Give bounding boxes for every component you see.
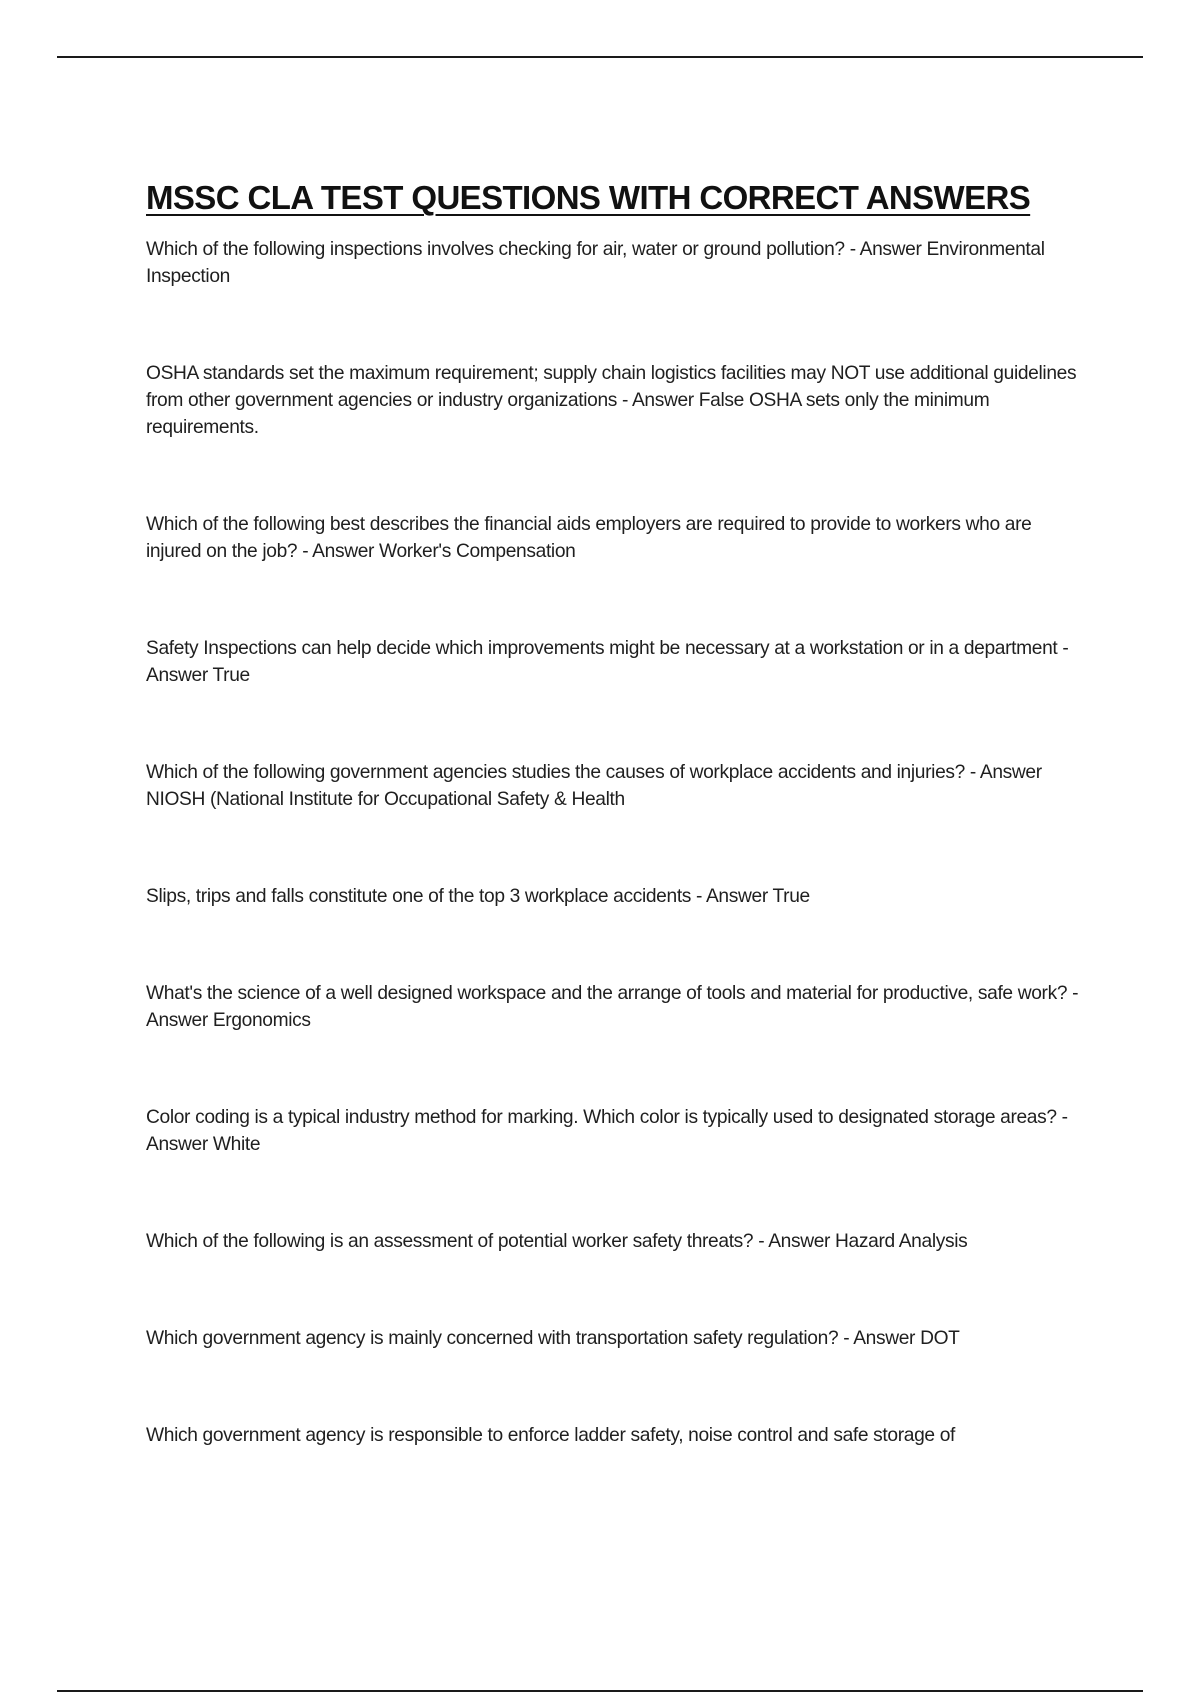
qa-item: Safety Inspections can help decide which improvements might be necessary at a workstation or in a department - Answer True [146, 638, 1069, 686]
qa-item: Which government agency is mainly concerned with transportation safety regulation? - Answer DOT [146, 1328, 960, 1349]
qa-item: Which government agency is responsible to enforce ladder safety, noise control and safe storage of [146, 1425, 956, 1446]
top-rule [57, 56, 1143, 58]
qa-item: Which of the following inspections involves checking for air, water or ground pollution? - Answer Environmental Inspection [146, 239, 1045, 287]
qa-item: Which of the following best describes the financial aids employers are required to provide to workers who are injured on the job? - Answer Worker's Compensation [146, 514, 1032, 562]
document-body [146, 178, 1091, 1449]
document-title: MSSC CLA TEST QUESTIONS WITH CORRECT ANSWERS [146, 179, 1031, 216]
qa-list [146, 236, 1091, 1449]
qa-item: Slips, trips and falls constitute one of the top 3 workplace accidents - Answer True [146, 886, 810, 907]
qa-item: What's the science of a well designed workspace and the arrange of tools and material for productive, safe work? - Answer Ergonomics [146, 983, 1079, 1031]
qa-item: Which of the following government agencies studies the causes of workplace accidents and injuries? - Answer NIOSH (National Institute for Occupational Safety & Health [146, 762, 1042, 810]
qa-item: OSHA standards set the maximum requirement; supply chain logistics facilities may NOT use additional guidelines from other government agencies or industry organizations - Answer False OSHA sets only the minimum requirements. [146, 363, 1077, 438]
qa-item: Which of the following is an assessment of potential worker safety threats? - Answer Hazard Analysis [146, 1231, 968, 1252]
qa-item: Color coding is a typical industry method for marking. Which color is typically used to designated storage areas? - Answer White [146, 1107, 1068, 1155]
bottom-rule [57, 1690, 1143, 1692]
